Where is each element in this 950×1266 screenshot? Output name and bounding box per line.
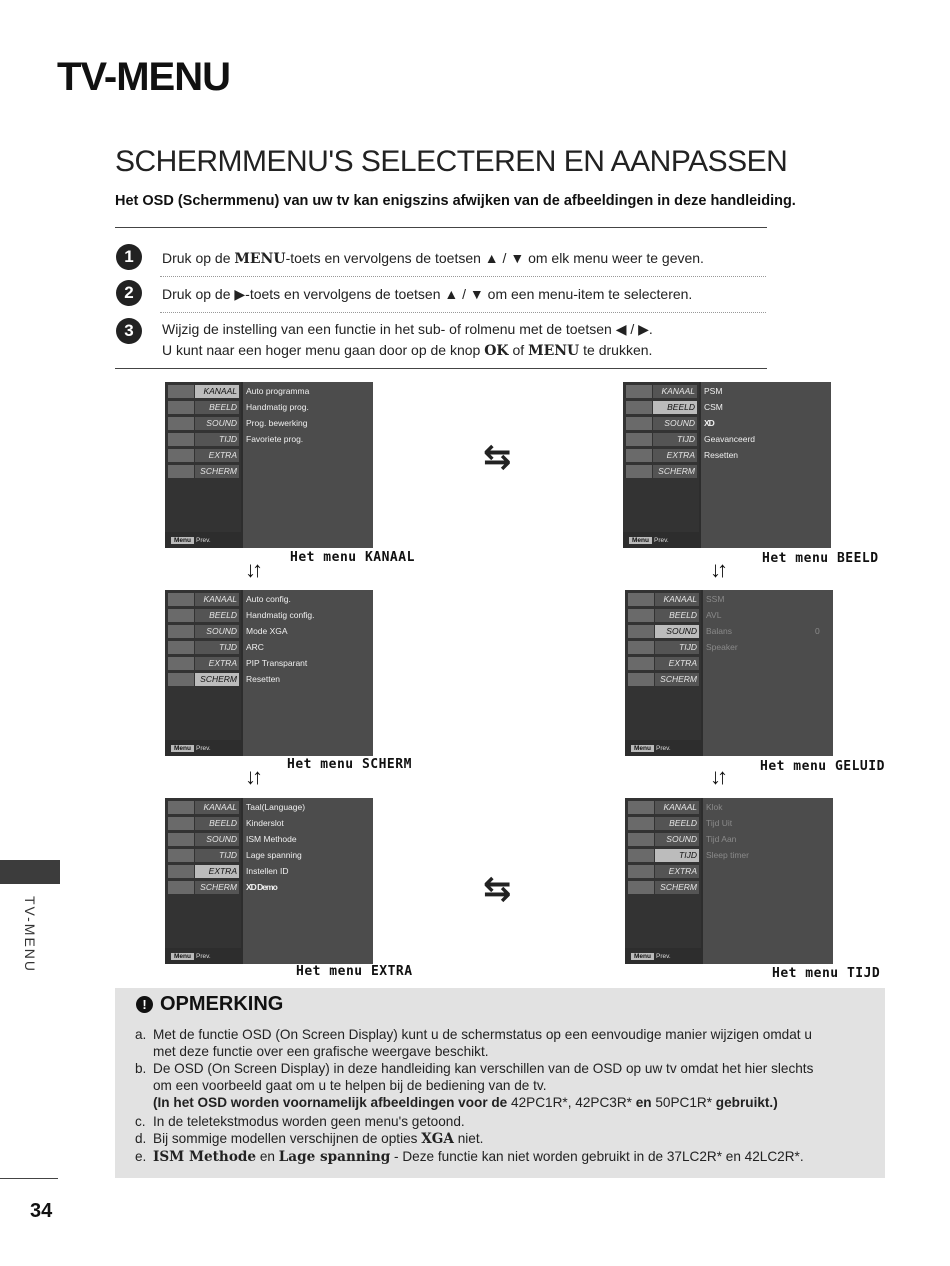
osd-menu-label: BEELD — [655, 817, 699, 830]
osd-option: PIP Transparant — [246, 658, 308, 668]
side-tab-marker — [0, 860, 60, 884]
screen-caption: Het menu GELUID — [760, 759, 885, 774]
menu-thumbnail-icon — [626, 465, 652, 478]
menu-thumbnail-icon — [628, 833, 654, 846]
step-2-text: Druk op de ▶-toets en vervolgens de toetsen ▲ / ▼ om een menu-item te selecteren. — [162, 286, 693, 302]
osd-menu-label: TIJD — [653, 433, 697, 446]
menu-thumbnail-icon — [168, 801, 194, 814]
intro-text: Het OSD (Schermmenu) van uw tv kan enigszins afwijken van de afbeeldingen in deze handleiding. — [115, 193, 796, 209]
osd-footer — [171, 537, 211, 544]
osd-option: Lage spanning — [246, 850, 302, 860]
osd-menu-label: KANAAL — [195, 593, 239, 606]
page-title: TV-MENU — [57, 55, 230, 99]
osd-menu-item — [165, 672, 241, 687]
screen-caption: Het menu EXTRA — [296, 964, 413, 979]
osd-sidebar — [165, 382, 241, 532]
page-number: 34 — [30, 1200, 53, 1222]
osd-menu-label: KANAAL — [655, 801, 699, 814]
menu-button-label: Menu — [629, 537, 652, 544]
osd-menu-label: TIJD — [195, 849, 239, 862]
osd-option: Instellen ID — [246, 866, 289, 876]
osd-footer — [171, 953, 211, 960]
up-down-arrows-icon: ↓↑ — [710, 557, 724, 582]
osd-option: CSM — [704, 402, 723, 412]
up-down-arrows-icon: ↓↑ — [710, 764, 724, 789]
prev-label: Prev. — [195, 745, 211, 752]
osd-option: Tijd Uit — [706, 818, 733, 828]
menu-thumbnail-icon — [168, 385, 194, 398]
up-down-arrows-icon: ↓↑ — [245, 764, 259, 789]
screen-caption: Het menu BEELD — [762, 551, 879, 566]
menu-thumbnail-icon — [168, 881, 194, 894]
menu-button-label: Menu — [631, 953, 654, 960]
osd-sidebar — [623, 382, 699, 532]
osd-option: Handmatig prog. — [246, 402, 309, 412]
osd-menu-label: SOUND — [195, 833, 239, 846]
osd-screen-beeld — [623, 382, 831, 548]
osd-option: AVL — [706, 610, 722, 620]
osd-option: Speaker — [706, 642, 738, 652]
osd-menu-label: TIJD — [655, 641, 699, 654]
prev-label: Prev. — [195, 953, 211, 960]
osd-menu-item — [625, 800, 701, 815]
up-down-arrows-icon: ↓↑ — [245, 557, 259, 582]
menu-thumbnail-icon — [628, 609, 654, 622]
menu-thumbnail-icon — [628, 801, 654, 814]
divider — [115, 368, 767, 369]
osd-menu-item — [165, 448, 241, 463]
osd-menu-label: BEELD — [195, 609, 239, 622]
osd-menu-item — [623, 384, 699, 399]
osd-submenu — [701, 382, 831, 548]
osd-option: Sleep timer — [706, 850, 749, 860]
osd-menu-label: EXTRA — [195, 657, 239, 670]
osd-menu-item — [625, 592, 701, 607]
osd-menu-label: EXTRA — [655, 657, 699, 670]
step-1-text: Druk op de MENU-toets en vervolgens de toetsen ▲ / ▼ om elk menu weer te geven. — [162, 250, 704, 267]
osd-menu-label: SOUND — [195, 417, 239, 430]
osd-menu-item — [165, 416, 241, 431]
osd-menu-label: KANAAL — [195, 801, 239, 814]
osd-menu-label: SCHERM — [195, 465, 239, 478]
osd-sidebar — [625, 798, 701, 948]
osd-sidebar — [165, 798, 241, 948]
osd-option: XD Demo — [246, 882, 277, 892]
exclamation-icon: ! — [136, 996, 153, 1013]
osd-menu-label: BEELD — [655, 609, 699, 622]
menu-thumbnail-icon — [628, 849, 654, 862]
osd-option: Auto config. — [246, 594, 291, 604]
osd-menu-item — [165, 624, 241, 639]
osd-menu-item — [625, 640, 701, 655]
menu-button-label: Menu — [631, 745, 654, 752]
prev-label: Prev. — [655, 953, 671, 960]
osd-option: SSM — [706, 594, 725, 604]
osd-menu-label: SOUND — [195, 625, 239, 638]
osd-menu-item — [165, 816, 241, 831]
osd-submenu — [243, 382, 373, 548]
osd-menu-item — [623, 432, 699, 447]
osd-option: Mode XGA — [246, 626, 288, 636]
menu-thumbnail-icon — [168, 673, 194, 686]
osd-footer — [629, 537, 669, 544]
menu-thumbnail-icon — [168, 641, 194, 654]
step-2-badge: 2 — [116, 280, 142, 306]
osd-option: Handmatig config. — [246, 610, 315, 620]
menu-button-label: Menu — [171, 537, 194, 544]
menu-thumbnail-icon — [168, 449, 194, 462]
menu-thumbnail-icon — [168, 417, 194, 430]
osd-option: Klok — [706, 802, 723, 812]
osd-option: Taal(Language) — [246, 802, 306, 812]
osd-menu-item — [625, 816, 701, 831]
osd-option: Geavanceerd — [704, 434, 756, 444]
osd-menu-label: EXTRA — [195, 449, 239, 462]
osd-menu-item — [625, 880, 701, 895]
prev-label: Prev. — [653, 537, 669, 544]
menu-thumbnail-icon — [628, 641, 654, 654]
osd-menu-label: EXTRA — [195, 865, 239, 878]
osd-menu-item — [625, 608, 701, 623]
menu-thumbnail-icon — [626, 417, 652, 430]
menu-thumbnail-icon — [628, 673, 654, 686]
osd-option: Favoriete prog. — [246, 434, 304, 444]
osd-menu-label: KANAAL — [195, 385, 239, 398]
step-3-text: Wijzig de instelling van een functie in het sub- of rolmenu met de toetsen ◀ / ▶. U kunt naar een hoger menu gaan door op de knop OK of MENU te drukken. — [162, 321, 653, 359]
osd-submenu — [243, 590, 373, 756]
osd-footer — [631, 745, 671, 752]
osd-menu-label: SCHERM — [195, 673, 239, 686]
menu-thumbnail-icon — [168, 833, 194, 846]
menu-thumbnail-icon — [168, 849, 194, 862]
screen-caption: Het menu TIJD — [772, 966, 881, 981]
menu-button-label: Menu — [171, 745, 194, 752]
menu-thumbnail-icon — [628, 593, 654, 606]
swap-arrows-icon: ⇆ — [483, 870, 512, 908]
osd-menu-label: TIJD — [655, 849, 699, 862]
side-tab-label: TV-MENU — [22, 896, 38, 973]
step-1-badge: 1 — [116, 244, 142, 270]
menu-thumbnail-icon — [168, 593, 194, 606]
menu-thumbnail-icon — [628, 657, 654, 670]
osd-menu-label: SCHERM — [655, 673, 699, 686]
osd-menu-item — [625, 864, 701, 879]
osd-menu-item — [623, 448, 699, 463]
osd-menu-label: SOUND — [655, 625, 699, 638]
menu-thumbnail-icon — [168, 401, 194, 414]
osd-menu-item — [165, 800, 241, 815]
osd-footer — [631, 953, 671, 960]
menu-thumbnail-icon — [628, 817, 654, 830]
osd-menu-item — [165, 848, 241, 863]
menu-thumbnail-icon — [168, 465, 194, 478]
divider — [115, 227, 767, 228]
osd-menu-item — [623, 416, 699, 431]
menu-thumbnail-icon — [168, 865, 194, 878]
osd-option: ARC — [246, 642, 264, 652]
osd-menu-label: BEELD — [195, 401, 239, 414]
osd-menu-item — [165, 608, 241, 623]
osd-menu-label: BEELD — [653, 401, 697, 414]
step-separator — [160, 312, 766, 313]
osd-menu-label: SOUND — [653, 417, 697, 430]
osd-menu-item — [165, 592, 241, 607]
osd-menu-label: TIJD — [195, 433, 239, 446]
osd-option: Resetten — [246, 674, 281, 684]
menu-thumbnail-icon — [168, 817, 194, 830]
section-title: SCHERMMENU'S SELECTEREN EN AANPASSEN — [115, 145, 788, 178]
menu-thumbnail-icon — [626, 401, 652, 414]
osd-screen-extra — [165, 798, 373, 964]
osd-menu-label: KANAAL — [653, 385, 697, 398]
menu-thumbnail-icon — [626, 433, 652, 446]
osd-option: XD — [704, 418, 714, 428]
osd-option: Prog. bewerking — [246, 418, 308, 428]
menu-button-label: Menu — [171, 953, 194, 960]
menu-thumbnail-icon — [628, 865, 654, 878]
menu-thumbnail-icon — [628, 625, 654, 638]
screen-caption: Het menu KANAAL — [290, 550, 415, 565]
osd-option: Resetten — [704, 450, 739, 460]
step-separator — [160, 276, 766, 277]
menu-thumbnail-icon — [628, 881, 654, 894]
osd-menu-item — [165, 464, 241, 479]
osd-option: Balans — [706, 626, 732, 636]
osd-menu-item — [625, 832, 701, 847]
menu-thumbnail-icon — [168, 609, 194, 622]
osd-menu-label: EXTRA — [655, 865, 699, 878]
osd-option: Auto programma — [246, 386, 310, 396]
prev-label: Prev. — [655, 745, 671, 752]
osd-footer — [171, 745, 211, 752]
osd-option: Kinderslot — [246, 818, 284, 828]
osd-option: PSM — [704, 386, 723, 396]
osd-sidebar — [165, 590, 241, 740]
osd-menu-item — [625, 672, 701, 687]
osd-screen-kanaal — [165, 382, 373, 548]
note-title: OPMERKING — [160, 993, 284, 1015]
swap-arrows-icon: ⇆ — [483, 438, 512, 476]
osd-submenu — [703, 798, 833, 964]
osd-menu-label: SCHERM — [195, 881, 239, 894]
osd-menu-item — [165, 640, 241, 655]
osd-menu-label: SCHERM — [655, 881, 699, 894]
osd-screen-scherm — [165, 590, 373, 756]
osd-screen-tijd — [625, 798, 833, 964]
osd-screen-geluid — [625, 590, 833, 756]
osd-menu-item — [165, 384, 241, 399]
screen-caption: Het menu SCHERM — [287, 757, 412, 772]
osd-menu-item — [625, 848, 701, 863]
osd-submenu — [243, 798, 373, 964]
osd-menu-item — [165, 880, 241, 895]
menu-thumbnail-icon — [168, 657, 194, 670]
osd-option: Tijd Aan — [706, 834, 737, 844]
osd-submenu — [703, 590, 833, 756]
osd-menu-label: EXTRA — [653, 449, 697, 462]
prev-label: Prev. — [195, 537, 211, 544]
menu-thumbnail-icon — [168, 625, 194, 638]
menu-thumbnail-icon — [626, 385, 652, 398]
balance-value: 0 — [815, 626, 820, 636]
page-number-rule — [0, 1178, 58, 1179]
osd-menu-item — [165, 400, 241, 415]
step-3-badge: 3 — [116, 318, 142, 344]
osd-menu-label: SCHERM — [653, 465, 697, 478]
menu-thumbnail-icon — [168, 433, 194, 446]
osd-menu-label: KANAAL — [655, 593, 699, 606]
osd-menu-label: SOUND — [655, 833, 699, 846]
osd-menu-item — [625, 656, 701, 671]
osd-menu-label: BEELD — [195, 817, 239, 830]
osd-menu-item — [623, 464, 699, 479]
osd-menu-item — [165, 832, 241, 847]
osd-menu-item — [165, 432, 241, 447]
osd-option: ISM Methode — [246, 834, 297, 844]
osd-menu-item — [623, 400, 699, 415]
osd-menu-item — [165, 656, 241, 671]
osd-menu-item — [165, 864, 241, 879]
osd-menu-label: TIJD — [195, 641, 239, 654]
osd-menu-item — [625, 624, 701, 639]
menu-thumbnail-icon — [626, 449, 652, 462]
osd-sidebar — [625, 590, 701, 740]
